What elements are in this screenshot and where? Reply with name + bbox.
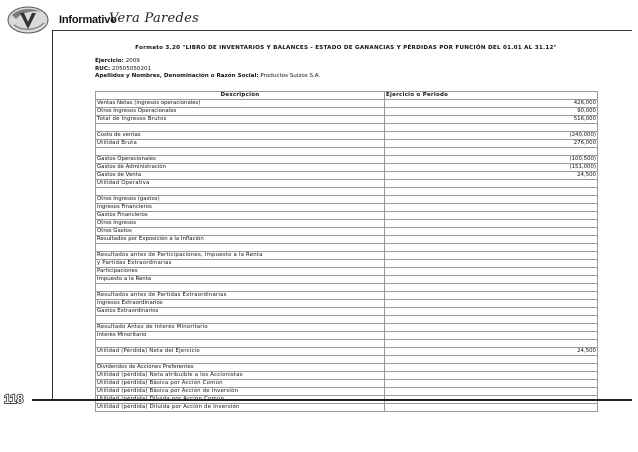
- row-description: Gastos de Venta: [96, 171, 385, 179]
- meta-line-razon-social: [95, 73, 597, 81]
- report-meta: [95, 58, 597, 81]
- row-description: Resultado Antes de Interés Minoritario: [96, 323, 385, 331]
- row-description: Otros Ingresos Operacionales: [96, 108, 385, 116]
- row-description: Gastos Operacionales: [96, 155, 385, 163]
- meta-line-ejercicio: [95, 58, 597, 66]
- row-value: [385, 187, 598, 195]
- row-value: [385, 315, 598, 323]
- row-description: Gastos de Administración: [96, 163, 385, 171]
- table-row: [96, 243, 598, 251]
- row-description: Costo de ventas: [96, 131, 385, 139]
- row-description: Utilidad (pérdida) Neta atribuible a los Accionistas: [96, 371, 385, 379]
- table-row: [96, 147, 598, 155]
- row-value: [385, 243, 598, 251]
- table-row: [96, 131, 598, 139]
- row-value: [385, 379, 598, 387]
- row-value: 24,500: [385, 171, 598, 179]
- row-value: [385, 147, 598, 155]
- row-value: 276,000: [385, 139, 598, 147]
- meta-value: 20505050201: [110, 65, 152, 72]
- report-header: [95, 44, 597, 81]
- footer-divider: [32, 399, 632, 401]
- row-value: [385, 211, 598, 219]
- report-title: Formato 3.20 "LIBRO DE INVENTARIOS Y BALANCES - ESTADO DE GANANCIAS Y PÉRDIDAS POR FUNCIÓN DEL 01.01 AL 31.12": [135, 45, 557, 51]
- row-value: [385, 291, 598, 299]
- row-value: [385, 283, 598, 291]
- table-row: [96, 275, 598, 283]
- table-row: [96, 355, 598, 363]
- row-value: [385, 259, 598, 267]
- row-description: Interés Minoritario: [96, 331, 385, 339]
- table-row: [96, 195, 598, 203]
- table-row: [96, 235, 598, 243]
- row-description: Resultados por Exposición a la Inflación: [96, 235, 385, 243]
- table-row: [96, 291, 598, 299]
- row-description: [96, 187, 385, 195]
- table-row: [96, 163, 598, 171]
- table-row: [96, 124, 598, 132]
- row-description: Utilidad (pérdida) Básica por Acción Común: [96, 379, 385, 387]
- row-value: 90,000: [385, 108, 598, 116]
- row-description: [96, 243, 385, 251]
- row-value: [385, 387, 598, 395]
- row-description: Utilidad (pérdida) Básica por Acción de Inversión: [96, 387, 385, 395]
- row-value: [385, 331, 598, 339]
- row-value: 426,000: [385, 100, 598, 108]
- meta-value: Productos Suizos S.A.: [258, 73, 321, 80]
- table-row: [96, 227, 598, 235]
- table-row: [96, 251, 598, 259]
- table-row: [96, 219, 598, 227]
- row-value: [385, 195, 598, 203]
- table-row: [96, 267, 598, 275]
- row-value: [385, 267, 598, 275]
- row-description: Otros Ingresos (gastos): [96, 195, 385, 203]
- row-value: 24,500: [385, 347, 598, 355]
- meta-label: Apellidos y Nombres, Denominación o Razón Social:: [95, 73, 259, 80]
- table-row: [96, 116, 598, 124]
- table-row: [96, 108, 598, 116]
- row-value: (240,000): [385, 131, 598, 139]
- table-row: [96, 139, 598, 147]
- row-value: 516,000: [385, 116, 598, 124]
- margin-divider: [52, 30, 53, 400]
- table-row: [96, 259, 598, 267]
- table-row: [96, 379, 598, 387]
- row-description: [96, 315, 385, 323]
- row-description: Gastos Extraordinarios: [96, 307, 385, 315]
- table-row: [96, 331, 598, 339]
- table-row: [96, 403, 598, 411]
- row-value: [385, 299, 598, 307]
- header-divider: [52, 30, 632, 31]
- row-description: Ventas Netas (ingresos operacionales): [96, 100, 385, 108]
- row-value: [385, 307, 598, 315]
- row-description: Otros Ingresos: [96, 219, 385, 227]
- row-value: [385, 124, 598, 132]
- row-description: [96, 355, 385, 363]
- income-statement-table: [95, 91, 598, 412]
- brand-logo-icon: [6, 3, 50, 35]
- row-value: [385, 179, 598, 187]
- table-row: [96, 299, 598, 307]
- row-value: [385, 203, 598, 211]
- table-row: [96, 283, 598, 291]
- meta-label: RUC:: [95, 65, 111, 72]
- row-description: Otros Gastos: [96, 227, 385, 235]
- table-row: [96, 387, 598, 395]
- brand-author: Vera Paredes: [109, 11, 200, 26]
- row-description: [96, 283, 385, 291]
- table-row: [96, 347, 598, 355]
- table-header-row: [96, 92, 598, 100]
- row-value: [385, 371, 598, 379]
- row-description: Ingresos Extraordinarios: [96, 299, 385, 307]
- row-value: [385, 403, 598, 411]
- table-row: [96, 363, 598, 371]
- row-value: [385, 355, 598, 363]
- row-value: [385, 323, 598, 331]
- row-description: Resultados antes de Participaciones, Impuesto a la Renta: [96, 251, 385, 259]
- row-description: [96, 124, 385, 132]
- column-header-period: Ejercicio o Periodo: [385, 92, 598, 100]
- row-value: [385, 339, 598, 347]
- table-row: [96, 187, 598, 195]
- row-description: Impuesto a la Renta: [96, 275, 385, 283]
- row-value: [385, 219, 598, 227]
- page-number: 118: [4, 392, 24, 406]
- row-value: [385, 251, 598, 259]
- row-value: (100,500): [385, 155, 598, 163]
- meta-value: 2009: [123, 58, 140, 64]
- row-description: [96, 339, 385, 347]
- column-header-description: Descripción: [96, 92, 385, 100]
- row-value: [385, 363, 598, 371]
- meta-label: Ejercicio:: [95, 58, 124, 64]
- table-row: [96, 211, 598, 219]
- table-body: [96, 100, 598, 412]
- row-description: Utilidad Bruta: [96, 139, 385, 147]
- table-row: [96, 203, 598, 211]
- table-row: [96, 171, 598, 179]
- table-row: [96, 155, 598, 163]
- table-row: [96, 307, 598, 315]
- row-description: Ingresos Financieros: [96, 203, 385, 211]
- row-description: Utilidad (pérdida) Diluida por Acción de Inversión: [96, 403, 385, 411]
- row-description: y Partidas Extraordinarias: [96, 259, 385, 267]
- row-description: Utilidad Operativa: [96, 179, 385, 187]
- row-description: Dividendos de Acciones Preferentes: [96, 363, 385, 371]
- row-description: Utilidad (Pérdida) Neta del Ejercicio: [96, 347, 385, 355]
- table-row: [96, 179, 598, 187]
- row-value: [385, 227, 598, 235]
- row-description: Gastos Financieros: [96, 211, 385, 219]
- row-value: [385, 275, 598, 283]
- table-row: [96, 100, 598, 108]
- row-value: (151,000): [385, 163, 598, 171]
- table-row: [96, 315, 598, 323]
- table-row: [96, 339, 598, 347]
- table-row: [96, 323, 598, 331]
- row-description: [96, 147, 385, 155]
- row-value: [385, 235, 598, 243]
- table-row: [96, 371, 598, 379]
- row-description: Resultados antes de Partidas Extraordinarias: [96, 291, 385, 299]
- brand-name: Informativo: [59, 14, 117, 26]
- row-description: Participaciones: [96, 267, 385, 275]
- row-description: Total de Ingresos Brutos: [96, 116, 385, 124]
